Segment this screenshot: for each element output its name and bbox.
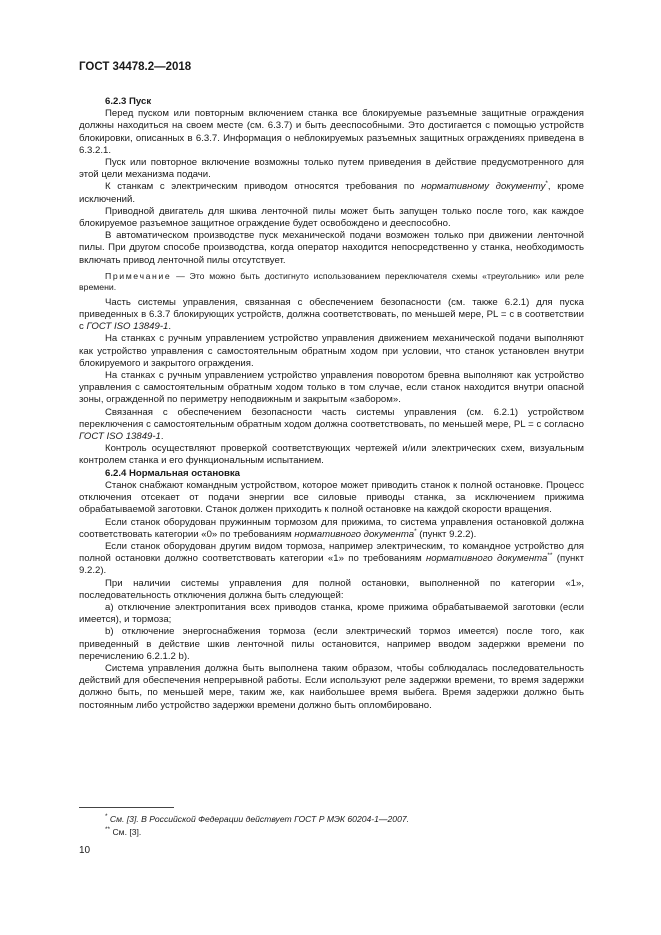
note-text: — Это можно быть достигнуто использованием переключателя схемы «треугольник» или реле времени. [79, 270, 584, 292]
paragraph [79, 407, 584, 444]
text-run: (пункт 9.2.2). [416, 528, 477, 540]
list-item: a) отключение электропитания всех приводов станка, кроме прижима обрабатываемой заготовки (если имеется), и тормоза; [79, 601, 584, 626]
note [79, 271, 584, 293]
footnote [105, 826, 575, 839]
paragraph: Контроль осуществляют проверкой соответствующих чертежей и/или электрических схем, визуальным контролем станка и его функциональным испытанием. [79, 443, 584, 467]
footnote [105, 813, 575, 826]
paragraph [79, 541, 584, 578]
page-header: ГОСТ 34478.2—2018 [79, 61, 192, 73]
paragraph: В автоматическом производстве пуск механической подачи возможен только при движении ленточной пилы. При другом способе производства, когда оператор находится непосредственно у станка, необходимость включать привод ленточной пилы отсутствует. [79, 230, 584, 266]
text-run: (пункт 9.2.2). [79, 553, 584, 577]
document-reference: нормативного документа [294, 528, 415, 540]
text-run: Часть системы управления, связанная с обеспечением безопасности (см. также 6.2.1) для пуска приведенных в 6.3.7 блокирующих устройств, должна соответствовать, по меньшей мере, PL = c в соответствии с [79, 296, 584, 333]
footnote-divider [79, 807, 174, 808]
document-reference: нормативного документа [426, 553, 548, 565]
paragraph: Перед пуском или повторным включением станка все блокируемые разъемные защитные ограждения должны находиться на своем месте (см. 6.3.7) и быть дееспособными. Это достигается с помощью устройств блокировки, описанных в 6.3.7. Информация о неблокируемых разъемных защитных ограждениях приведена в 6.3.2.1. [79, 108, 584, 156]
text-run: Если станок оборудован пружинным тормозом для прижима, то система управления остановкой должна соответствовать категории «0» по требованиям [79, 516, 584, 540]
page-number: 10 [79, 845, 91, 856]
text-run: К станкам с электрическим приводом относятся требования по [105, 181, 422, 193]
text-run: . [160, 431, 164, 443]
section-heading-6-2-4: 6.2.4 Нормальная остановка [105, 467, 241, 479]
footnote-mark: * [105, 813, 108, 821]
footnote-mark: ** [105, 826, 111, 834]
text-run: , кроме исключений. [79, 181, 584, 205]
footnote-text: См. [3]. [110, 827, 142, 837]
standard-reference: ГОСТ ISO 13849-1 [79, 431, 161, 443]
paragraph: Приводной двигатель для шкива ленточной пилы может быть запущен только после того, как каждое блокируемое разъемное защитное ограждение будет освобождено и дееспособно. [79, 205, 584, 230]
body-text [79, 96, 584, 712]
footnotes [105, 813, 575, 839]
paragraph [79, 297, 584, 334]
text-run: Связанная с обеспечением безопасности часть системы управления (см. 6.2.1) устройством переключения с самостоятельным обратным ходом должна соответствовать, по меньшей мере, PL = c согласно [79, 406, 584, 430]
footnote-marker: ** [547, 551, 553, 559]
paragraph: Пуск или повторное включение возможны только путем приведения в действие предусмотренного для этой цели механизма подачи. [79, 157, 584, 181]
paragraph: На станках с ручным управлением устройство управления движением механической подачи выполняют как устройство управления с самостоятельным обратным ходом при условии, что станок установлен внутри блокируемого и закрытого ограждения. [79, 333, 584, 369]
paragraph: На станках с ручным управлением устройство управления поворотом бревна выполняют как устройство управления с самостоятельным обратным ходом только в том случае, если станок находится внутри опасной зоны, огражденной по периметру неподвижным и закрытым «забором». [79, 370, 584, 406]
paragraph: При наличии системы управления для полной остановки, выполненной по категории «1», последовательность отключения должна быть следующей: [79, 577, 584, 601]
footnote-marker: * [545, 180, 548, 188]
footnote-text: См. [3]. В Российской Федерации действует ГОСТ Р МЭК 60204-1—2007. [107, 814, 410, 824]
text-run: Если станок оборудован другим видом тормоза, например электрическим, то командное устройство для полной остановки должно соответствовать категории «1» по требованиям [79, 540, 584, 565]
paragraph [79, 517, 584, 541]
paragraph [79, 181, 584, 205]
note-label: Примечание [105, 270, 172, 281]
paragraph: Станок снабжают командным устройством, которое может приводить станок к полной остановке. Процесс отключения отсекает от подачи энергии все силовые приводы станка, за исключением прижима обрабатываемой заготовки. Станок должен приходить к полной остановке на каждой скорости вращения. [79, 479, 584, 516]
text-run: . [168, 321, 172, 333]
list-item: b) отключение энергоснабжения тормоза (если электрический тормоз имеется) после того, как приведенный в действие шкив ленточной пилы остановится, например вводом задержки времени по перечислению 6.2.1.2 b). [79, 626, 584, 662]
standard-reference: ГОСТ ISO 13849-1 [86, 321, 169, 333]
paragraph: Система управления должна быть выполнена таким образом, чтобы соблюдалась последовательность действий для обеспечения непрерывной работы. Если используют реле задержки времени, то время задержки должно быть, по меньшей мере, таким же, как наибольшее время выбега. Время задержки должно быть постоянным либо устройство задержки времени должно быть опломбировано. [79, 662, 584, 711]
section-heading-6-2-3: 6.2.3 Пуск [105, 96, 152, 107]
footnote-marker: * [414, 527, 417, 535]
document-reference: нормативному документу [421, 181, 546, 193]
